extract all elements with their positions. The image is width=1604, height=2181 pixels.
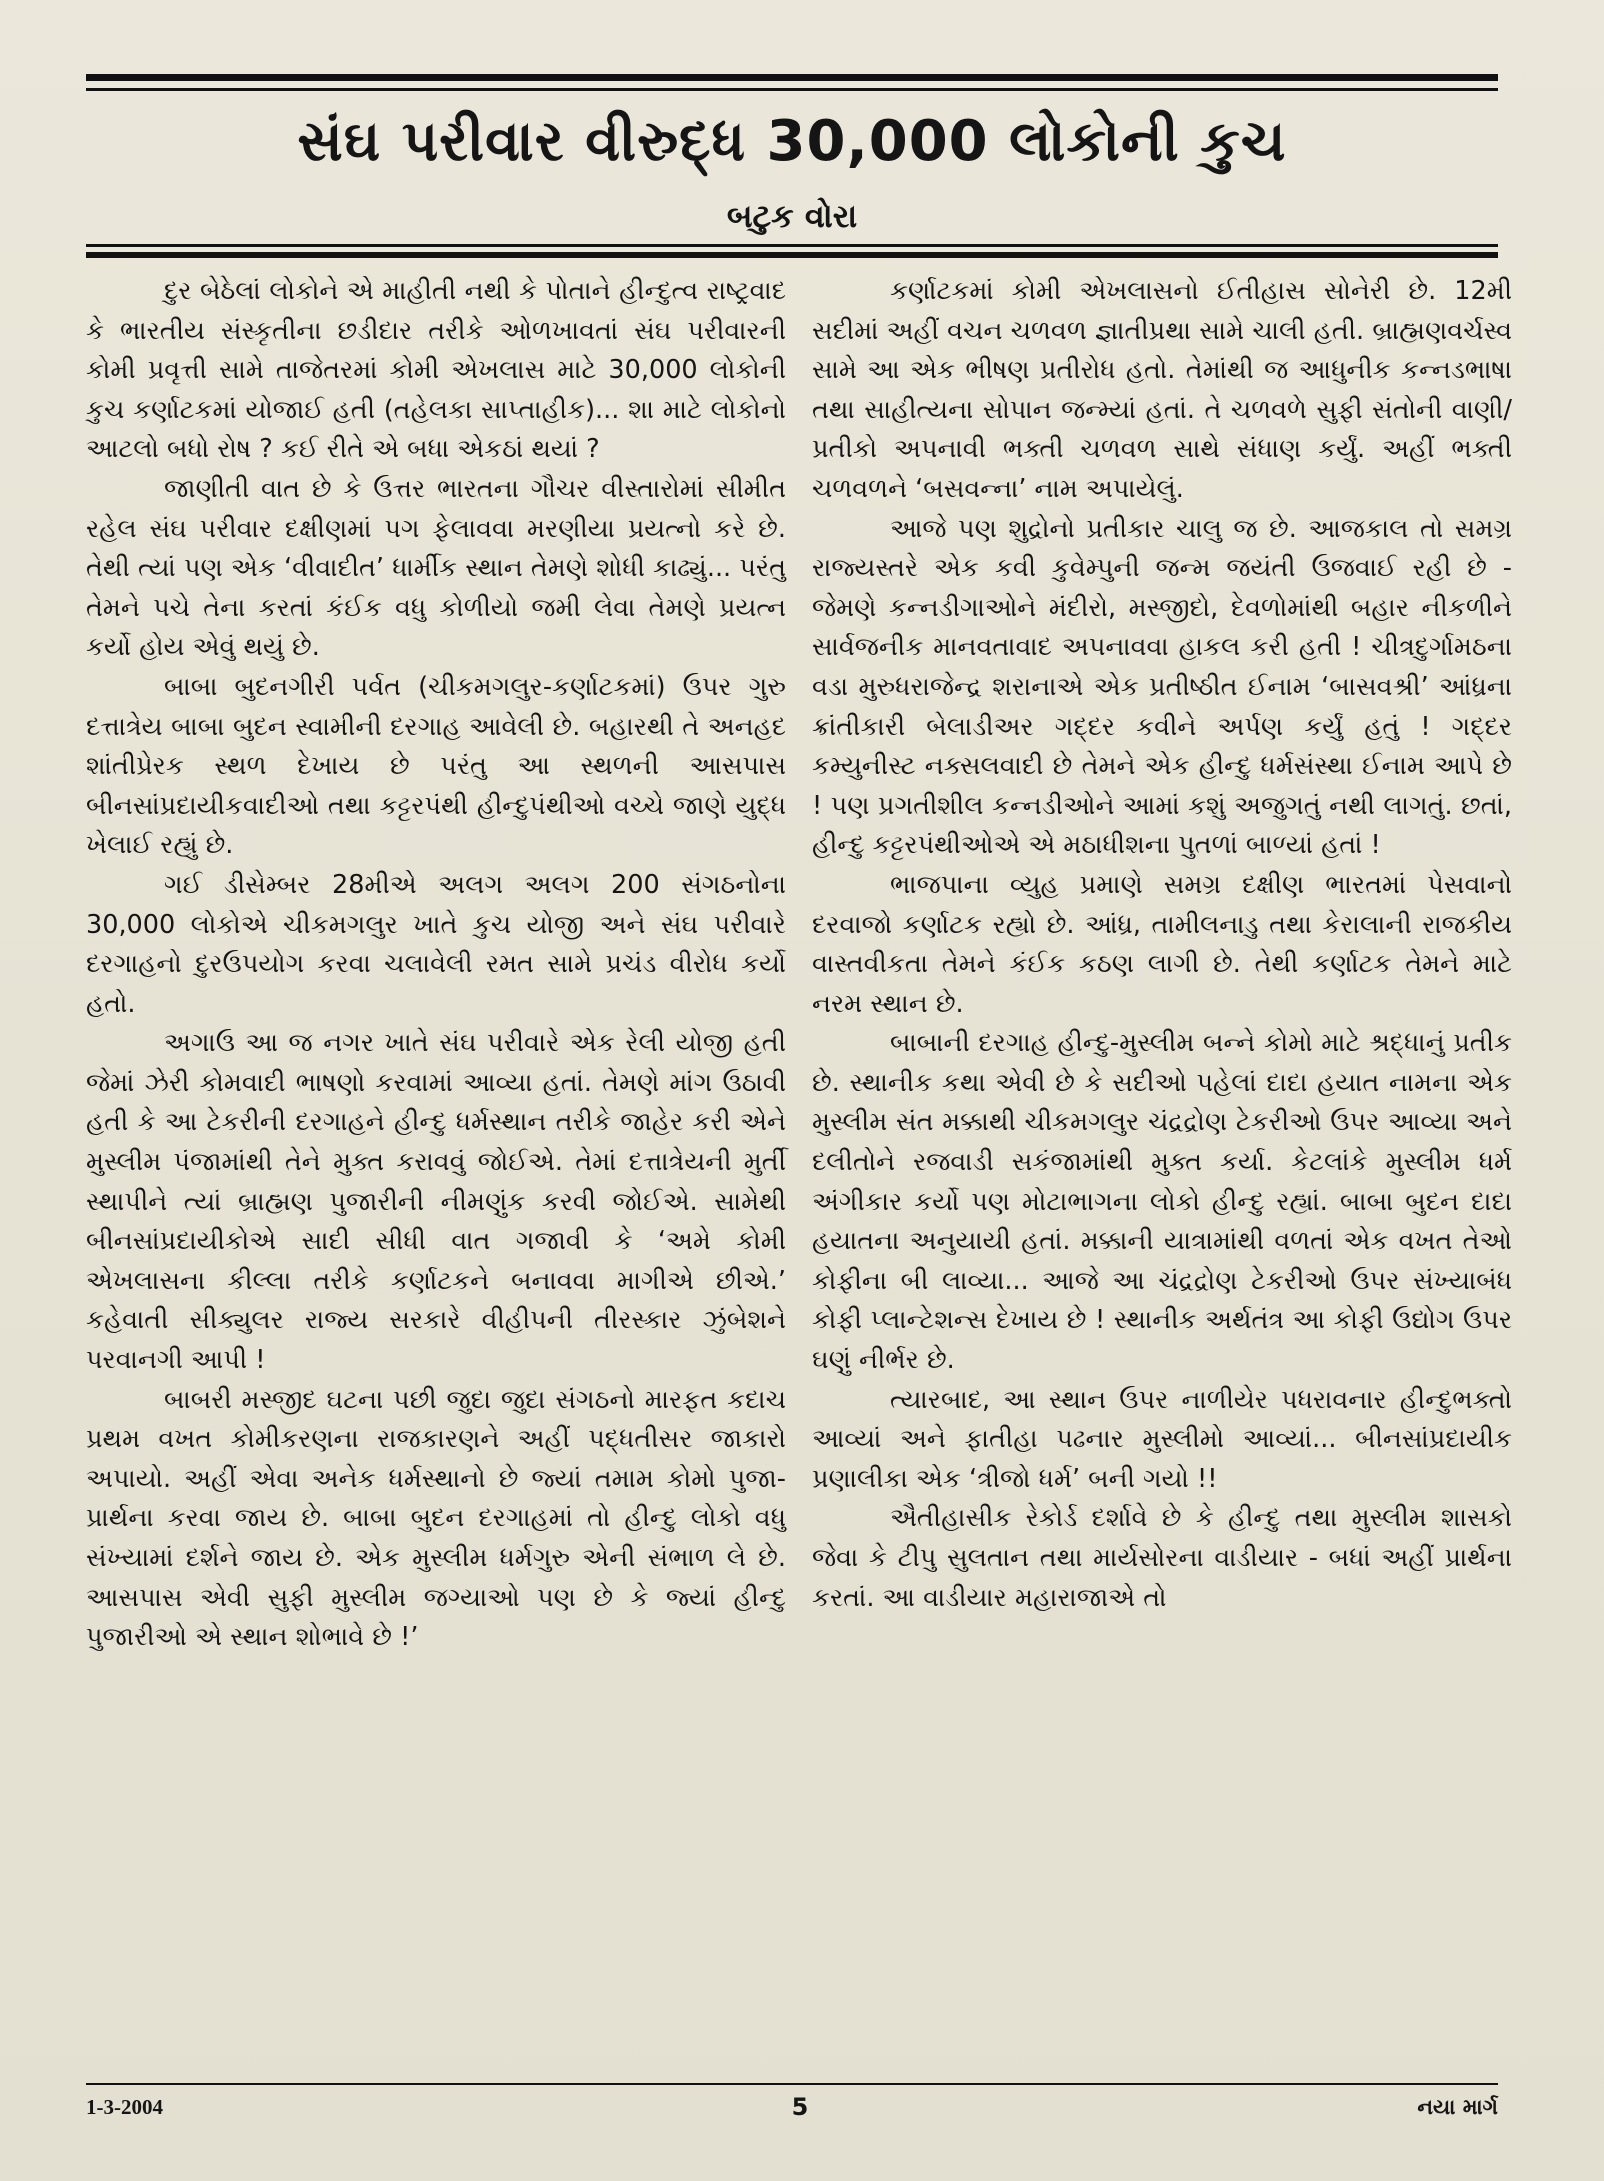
paragraph: અગાઉ આ જ નગર ખાતે સંઘ પરીવારે એક રેલી યોજી હતી જેમાં ઝેરી કોમવાદી ભાષણો કરવામાં આવ્યા હતાં. તેમણે માંગ ઉઠાવી હતી કે આ ટેકરીની દરગાહને હીન્દુ ધર્મસ્થાન તરીકે જાહેર કરી એને મુસ્લીમ પંજામાંથી તેને મુક્ત કરાવવું જોઈએ. તેમાં દત્તાત્રેયની મુર્તી સ્થાપીને ત્યાં બ્રાહ્મણ પુજારીની નીમણુંક કરવી જોઈએ. સામેથી બીનસાંપ્રદાયીકોએ સાદી સીધી વાત ગજાવી કે ‘અમે કોમી એખલાસના કીલ્લા તરીકે કર્ણાટકને બનાવવા માગીએ છીએ.’ કહેવાતી સીક્યુલર રાજ્ય સરકારે વીહીપની તીરસ્કાર ઝુંબેશને પરવાનગી આપી ! bbox=[86, 1028, 786, 1376]
left-column bbox=[86, 272, 786, 1658]
magazine-name: નયા માર્ગ bbox=[1417, 2095, 1498, 2119]
paragraph: બાબા બુદનગીરી પર્વત (ચીકમગલુર-કર્ણાટકમાં) ઉપર ગુરુ દત્તાત્રેય બાબા બુદન સ્વામીની દરગાહ આવેલી છે. બહારથી તે અનહદ શાંતીપ્રેરક સ્થળ દેખાય છે પરંતુ આ સ્થળની આસપાસ બીનસાંપ્રદાયીકવાદીઓ તથા કટ્ટરપંથી હીન્દુપંથીઓ વચ્ચે જાણે યુદ્ધ ખેલાઈ રહ્યું છે. bbox=[86, 671, 786, 861]
paragraph: ગઈ ડીસેમ્બર 28મીએ અલગ અલગ 200 સંગઠનોના 30,000 લોકોએ ચીકમગલુર ખાતે કુચ યોજી અને સંઘ પરીવારે દરગાહનો દુરઉપયોગ કરવા ચલાવેલી રમત સામે પ્રચંડ વીરોધ કર્યો હતો. bbox=[86, 869, 786, 1019]
article-title: સંઘ પરીવાર વીરુદ્ધ 30,000 લોકોની કુચ bbox=[297, 109, 1287, 174]
paragraph: જાણીતી વાત છે કે ઉત્તર ભારતના ગૌચર વીસ્તારોમાં સીમીત રહેલ સંઘ પરીવાર દક્ષીણમાં પગ ફેલાવવા મરણીયા પ્રયત્નો કરે છે. તેથી ત્યાં પણ એક ‘વીવાદીત’ ધાર્મીક સ્થાન તેમણે શોધી કાઢ્યું... પરંતુ તેમને પચે તેના કરતાં કંઈક વધુ કોળીયો જમી લેવા તેમણે પ્રયત્ન કર્યો હોય એવું થયું છે. bbox=[86, 473, 786, 663]
article-author: બટુક વોરા bbox=[726, 197, 858, 235]
paragraph: ભાજપાના વ્યુહ પ્રમાણે સમગ્ર દક્ષીણ ભારતમાં પેસવાનો દરવાજો કર્ણાટક રહ્યો છે. આંધ્ર, તામીલનાડુ તથા કેરાલાની રાજકીય વાસ્તવીકતા તેમને કંઈક કઠણ લાગી છે. તેથી કર્ણાટક તેમને માટે નરમ સ્થાન છે. bbox=[812, 869, 1512, 1019]
top-rule-thin bbox=[86, 88, 1498, 91]
paragraph: આજે પણ શુદ્રોનો પ્રતીકાર ચાલુ જ છે. આજકાલ તો સમગ્ર રાજ્યસ્તરે એક કવી કુવેમ્પુની જન્મ જયંતી ઉજવાઈ રહી છે - જેમણે કન્નડીગાઓને મંદીરો, મસ્જીદો, દેવળોમાંથી બહાર નીકળીને સાર્વજનીક માનવતાવાદ અપનાવવા હાકલ કરી હતી ! ચીત્રદુર્ગામઠના વડા મુરુધરાજેન્દ્ર શરાનાએ એક પ્રતીષ્ઠીત ઈનામ ‘બાસવશ્રી’ આંધ્રના ક્રાંતીકારી બેલાડીઅર ગદ્દર કવીને અર્પણ કર્યું હતું ! ગદ્દર કમ્યુનીસ્ટ નક્સલવાદી છે તેમને એક હીન્દુ ધર્મસંસ્થા ઈનામ આપે છે ! પણ પ્રગતીશીલ કન્નડીઓને આમાં કશું અજુગતું નથી લાગતું. છતાં, હીન્દુ કટ્ટરપંથીઓએ એ મઠાધીશના પુતળાં બાળ્યાં હતાં ! bbox=[812, 513, 1512, 861]
paragraph: ઐતીહાસીક રેકોર્ડ દર્શાવે છે કે હીન્દુ તથા મુસ્લીમ શાસકો જેવા કે ટીપુ સુલતાન તથા માર્યસોરના વાડીયાર - બધાં અહીં પ્રાર્થના કરતાં. આ વાડીયાર મહારાજાએ તો bbox=[812, 1503, 1512, 1613]
paragraph: કર્ણાટકમાં કોમી એખલાસનો ઈતીહાસ સોનેરી છે. 12મી સદીમાં અહીં વચન ચળવળ જ્ઞાતીપ્રથા સામે ચાલી હતી. બ્રાહ્મણવર્ચસ્વ સામે આ એક ભીષણ પ્રતીરોધ હતો. તેમાંથી જ આધુનીક કન્નડભાષા તથા સાહીત્યના સોપાન જન્મ્યાં હતાં. તે ચળવળે સુફી સંતોની વાણી/પ્રતીકો અપનાવી ભક્તી ચળવળ સાથે સંધાણ કર્યું. અહીં ભક્તી ચળવળને ‘બસવન્ના’ નામ અપાયેલું. bbox=[812, 276, 1512, 504]
paragraph: બાબરી મસ્જીદ ઘટના પછી જુદા જુદા સંગઠનો મારફત કદાચ પ્રથમ વખત કોમીકરણના રાજકારણને અહીં પદ્ધતીસર જાકારો અપાયો. અહીં એવા અનેક ધર્મસ્થાનો છે જ્યાં તમામ કોમો પુજા-પ્રાર્થના કરવા જાય છે. બાબા બુદન દરગાહમાં તો હીન્દુ લોકો વધુ સંખ્યામાં દર્શને જાય છે. એક મુસ્લીમ ધર્મગુરુ એની સંભાળ લે છે. આસપાસ એવી સુફી મુસ્લીમ જગ્યાઓ પણ છે કે જ્યાં હીન્દુ પુજારીઓ એ સ્થાન શોભાવે છે !’ bbox=[86, 1384, 786, 1653]
header-rule-thick bbox=[86, 252, 1498, 258]
header-rule-thin bbox=[86, 244, 1498, 247]
paragraph: દુર બેઠેલાં લોકોને એ માહીતી નથી કે પોતાને હીન્દુત્વ રાષ્ટ્રવાદ કે ભારતીય સંસ્કૃતીના છડીદાર તરીકે ઓળખાવતાં સંઘ પરીવારની કોમી પ્રવૃત્તી સામે તાજેતરમાં કોમી એખલાસ માટે 30,000 લોકોની કુચ કર્ણાટકમાં યોજાઈ હતી (તહેલકા સાપ્તાહીક)... શા માટે લોકોનો આટલો બધો રોષ ? કઈ રીતે એ બધા એકઠાં થયાં ? bbox=[86, 276, 786, 465]
paragraph: ત્યારબાદ, આ સ્થાન ઉપર નાળીયેર પધરાવનાર હીન્દુભક્તો આવ્યાં અને ફાતીહા પઢનાર મુસ્લીમો આવ્યાં... બીનસાંપ્રદાયીક પ્રણાલીકા એક ‘ત્રીજો ધર્મ’ બની ગયો !! bbox=[812, 1384, 1512, 1494]
issue-date: 1-3-2004 bbox=[86, 2095, 163, 2119]
paragraph: બાબાની દરગાહ હીન્દુ-મુસ્લીમ બન્ને કોમો માટે શ્રદ્ધાનું પ્રતીક છે. સ્થાનીક કથા એવી છે કે સદીઓ પહેલાં દાદા હયાત નામના એક મુસ્લીમ સંત મક્કાથી ચીકમગલુર ચંદ્રદ્રોણ ટેકરીઓ ઉપર આવ્યા અને દલીતોને રજવાડી સકંજામાંથી મુક્ત કર્યા. કેટલાંકે મુસ્લીમ ધર્મ અંગીકાર કર્યો પણ મોટાભાગના લોકો હીન્દુ રહ્યાં. બાબા બુદન દાદા હયાતના અનુયાયી હતાં. મક્કાની યાત્રામાંથી વળતાં એક વખત તેઓ કોફીના બી લાવ્યા... આજે આ ચંદ્રદ્રોણ ટેકરીઓ ઉપર સંખ્યાબંધ કોફી પ્લાન્ટેશન્સ દેખાય છે ! સ્થાનીક અર્થતંત્ર આ કોફી ઉદ્યોગ ઉપર ઘણું નીર્ભર છે. bbox=[812, 1028, 1512, 1376]
page-number: 5 bbox=[791, 2093, 809, 2121]
right-column bbox=[812, 272, 1512, 1618]
footer-rule bbox=[86, 2083, 1498, 2085]
top-rule-thick bbox=[86, 74, 1498, 81]
